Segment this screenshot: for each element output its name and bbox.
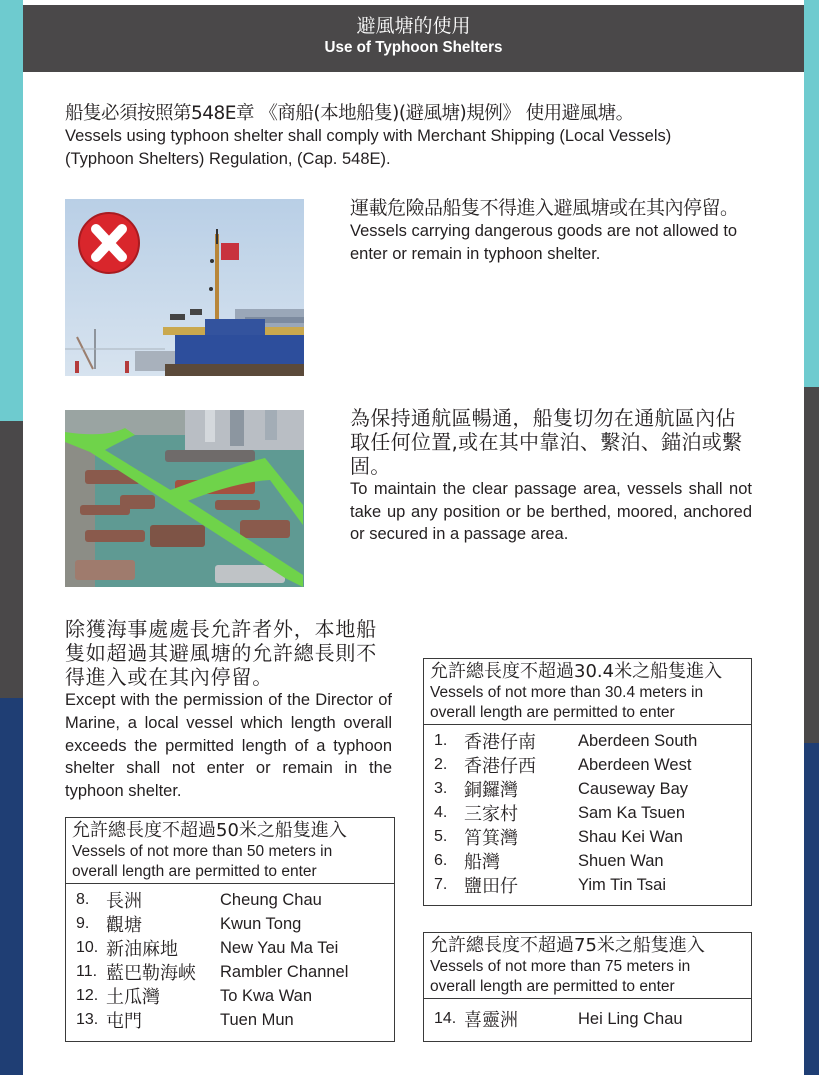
item-name-en: Shuen Wan — [578, 851, 664, 870]
list-item — [76, 936, 388, 960]
list-item — [434, 729, 745, 753]
box-title-en-line2: overall length are permitted to enter — [72, 862, 317, 880]
shelter-list-30-4m — [423, 658, 752, 906]
strip-gray-segment — [0, 421, 23, 698]
item-name-en: Kwun Tong — [220, 914, 302, 933]
item-name-en: New Yau Ma Tei — [220, 938, 339, 957]
dangerous-goods-vessel-image — [65, 199, 304, 376]
item-name-en: Cheung Chau — [220, 890, 322, 909]
passage-area-aerial-image — [65, 410, 304, 587]
box-title-zh: 允許總長度不超過50米之船隻進入 — [72, 820, 347, 841]
item-name-en: Sam Ka Tsuen — [578, 803, 686, 822]
box-header — [424, 659, 751, 725]
rule-zh: 運載危險品船隻不得進入避風塘或在其內停留。 — [350, 197, 739, 219]
strip-navy-segment — [0, 698, 23, 1075]
item-name-zh: 船灣 — [464, 852, 500, 873]
item-number: 4. — [434, 804, 448, 821]
item-name-zh: 鹽田仔 — [464, 876, 518, 897]
intro-en: Vessels using typhoon shelter shall comply with Merchant Shipping (Local Vessels) (Typhoon Shelters) Regulation, (Cap. 548E). — [65, 127, 672, 168]
list-item — [76, 1008, 388, 1032]
box-title-zh: 允許總長度不超過30.4米之船隻進入 — [430, 661, 723, 682]
box-title-en-line1: Vessels of not more than 50 meters in — [72, 843, 333, 860]
left-decorative-strip — [0, 0, 23, 1075]
item-number: 1. — [434, 732, 448, 749]
item-name-en: Yim Tin Tsai — [578, 875, 667, 894]
passage-area-rule — [350, 406, 752, 546]
right-decorative-strip — [804, 0, 819, 1075]
item-number: 6. — [434, 852, 448, 869]
item-name-zh: 香港仔南 — [464, 732, 536, 753]
rule-en: To maintain the clear passage area, vessels shall not take up any position or be berthed, moored, anchored or secured in a passage area. — [350, 480, 752, 543]
list-item — [434, 777, 745, 801]
list-item — [76, 888, 388, 912]
permitted-length-rule — [65, 617, 392, 803]
item-name-en: Rambler Channel — [220, 962, 349, 981]
item-number: 9. — [76, 915, 90, 932]
item-name-en: Causeway Bay — [578, 779, 689, 798]
strip-navy-segment — [804, 743, 819, 1075]
list-item — [434, 873, 745, 897]
shelter-list — [424, 999, 751, 1035]
item-name-zh: 筲箕灣 — [464, 828, 518, 849]
box-title-en-line2: overall length are permitted to enter — [430, 977, 675, 995]
item-number: 5. — [434, 828, 448, 845]
item-name-zh: 銅鑼灣 — [464, 780, 518, 801]
rule-en: Vessels carrying dangerous goods are not allowed to enter or remain in typhoon shelter. — [350, 222, 738, 263]
permission-zh: 除獲海事處處長允許者外，本地船隻如超過其避風塘的允許總長則不得進入或在其內停留。 — [65, 617, 377, 689]
page-title-en: Use of Typhoon Shelters — [324, 39, 503, 56]
strip-teal-segment — [0, 0, 23, 421]
shelter-list-50m — [65, 817, 395, 1042]
list-item — [434, 801, 745, 825]
item-name-zh: 喜靈洲 — [464, 1010, 518, 1031]
intro-zh: 船隻必須按照第548E章 《商船(本地船隻)(避風塘)規例》 使用避風塘。 — [65, 103, 634, 124]
item-name-zh: 香港仔西 — [464, 756, 536, 777]
item-number: 11. — [76, 963, 98, 980]
box-title-en-line1: Vessels of not more than 30.4 meters in — [430, 684, 704, 701]
item-number: 13. — [76, 1011, 99, 1028]
item-number: 14. — [434, 1010, 457, 1027]
box-title-zh: 允許總長度不超過75米之船隻進入 — [430, 935, 705, 956]
item-number: 8. — [76, 891, 90, 908]
shelter-list — [424, 725, 751, 901]
list-item — [76, 984, 388, 1008]
item-name-en: To Kwa Wan — [220, 986, 313, 1005]
strip-teal-segment — [804, 0, 819, 387]
item-number: 7. — [434, 876, 448, 893]
box-header — [66, 818, 394, 884]
item-name-zh: 觀塘 — [106, 915, 142, 936]
box-title-en-line1: Vessels of not more than 75 meters in — [430, 958, 691, 975]
box-header — [424, 933, 751, 999]
item-name-en: Aberdeen South — [578, 731, 698, 750]
item-number: 3. — [434, 780, 448, 797]
item-name-zh: 長洲 — [106, 891, 142, 912]
list-item — [434, 825, 745, 849]
permission-en: Except with the permission of the Director of Marine, a local vessel which length overall exceeds the permitted length of a typhoon shelter shall not enter or remain in the typhoon shelter. — [65, 691, 392, 801]
intro-section — [65, 102, 765, 170]
item-name-zh: 土瓜灣 — [106, 987, 160, 1008]
dangerous-goods-rule — [350, 197, 752, 265]
item-name-zh: 新油麻地 — [106, 939, 178, 960]
item-name-zh: 屯門 — [106, 1011, 142, 1032]
item-number: 12. — [76, 987, 99, 1004]
rule-zh: 為保持通航區暢通，船隻切勿在通航區內佔取任何位置,或在其中靠泊、繫泊、錨泊或繫固。 — [350, 406, 743, 478]
list-item — [434, 753, 745, 777]
list-item — [76, 912, 388, 936]
item-name-en: Hei Ling Chau — [578, 1009, 683, 1028]
item-number: 10. — [76, 939, 99, 956]
item-name-en: Shau Kei Wan — [578, 827, 683, 846]
shelter-list — [66, 884, 394, 1036]
item-number: 2. — [434, 756, 448, 773]
strip-gray-segment — [804, 387, 819, 743]
list-item — [434, 849, 745, 873]
prohibited-x-icon — [79, 213, 139, 273]
item-name-en: Tuen Mun — [220, 1010, 294, 1029]
list-item — [76, 960, 388, 984]
list-item — [434, 1007, 745, 1031]
shelter-list-75m — [423, 932, 752, 1042]
page-header — [23, 5, 804, 72]
item-name-zh: 三家村 — [464, 804, 518, 825]
page-title-zh: 避風塘的使用 — [356, 15, 471, 37]
item-name-en: Aberdeen West — [578, 755, 692, 774]
item-name-zh: 藍巴勒海峽 — [106, 963, 196, 984]
box-title-en-line2: overall length are permitted to enter — [430, 703, 675, 721]
